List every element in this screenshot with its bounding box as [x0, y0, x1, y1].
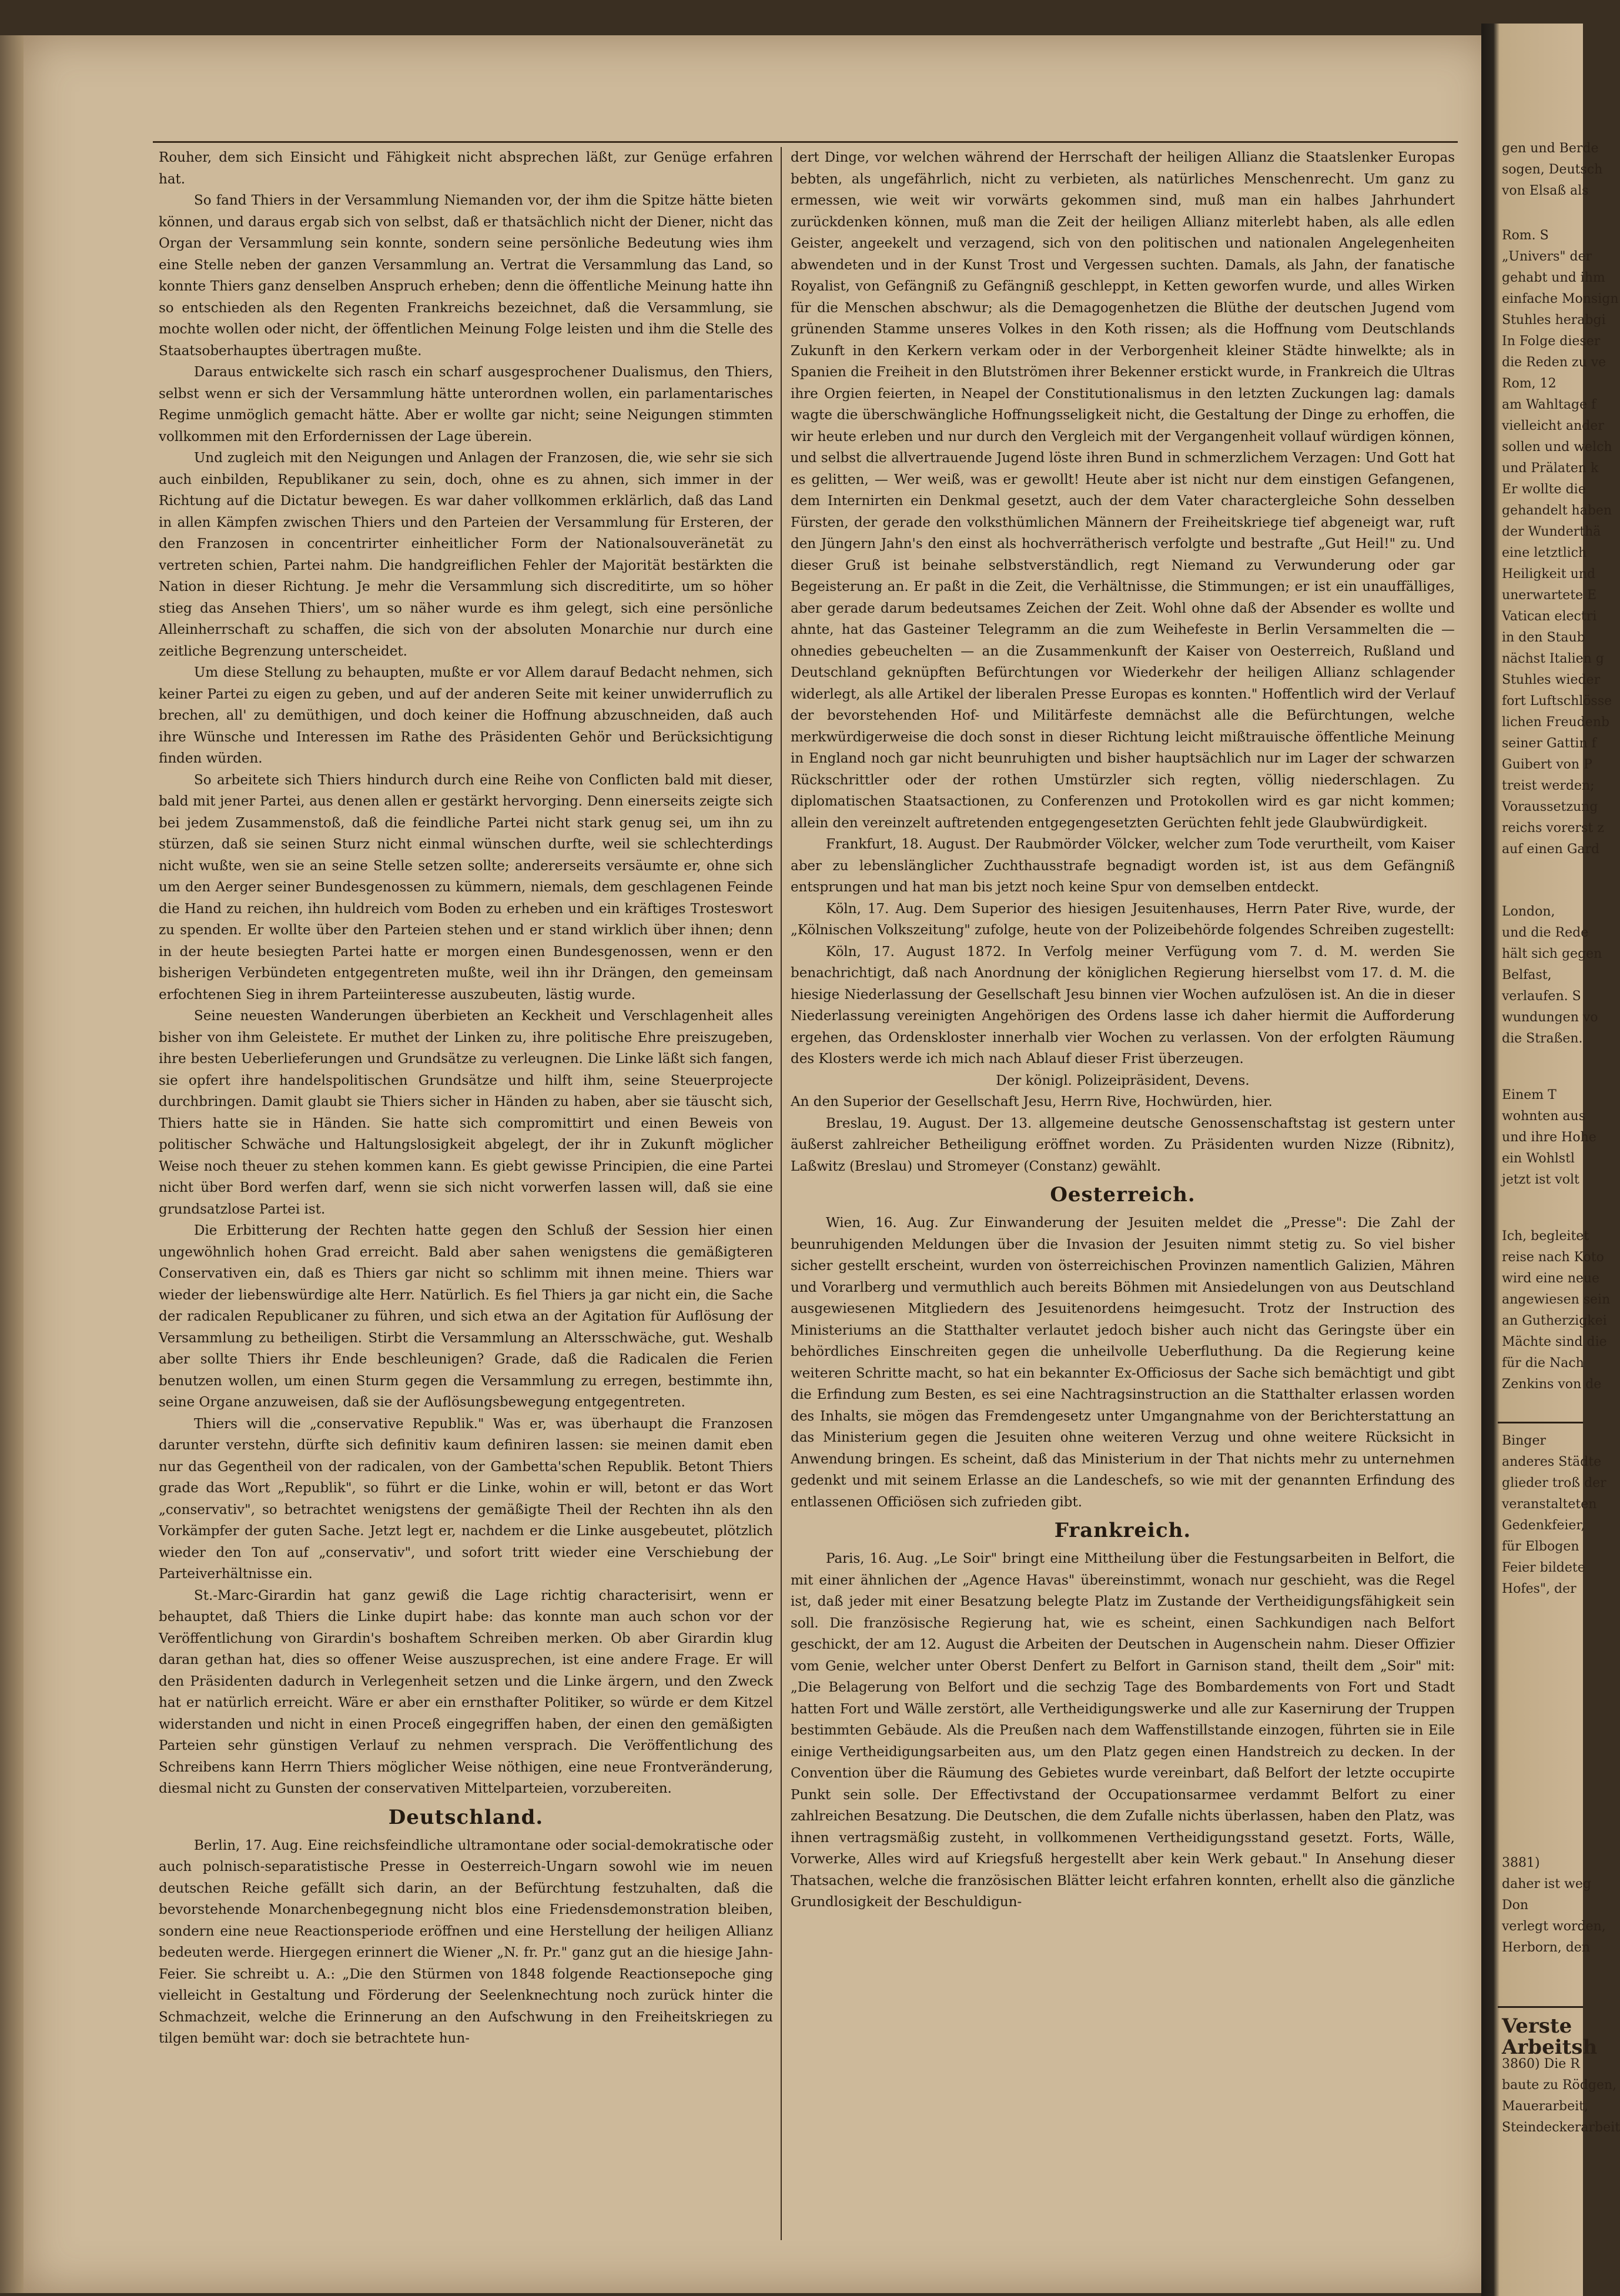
next-page-line: jetzt ist volt — [1502, 1172, 1579, 1187]
paragraph: Seine neuesten Wanderungen überbieten an Keckheit und Verschlagenheit alles bisher von ihm Geleistete. Er muthet der Linken zu, ihre politische Ehre preiszugeben, ihre besten Ueberlieferungen und Grundsätze zu verleugnen. Die Linke läßt sich fangen, sie opfert ihre handelspolitischen Grundsätze und hilft ihm, seine Steuerprojecte durchbringen. Damit glaubt sie Thiers sicher in Händen zu haben, aber sie täuscht sich, Thiers hatte sie in Händen. Sie hatte sich compromittirt und einen Beweis von politischer Schwäche und Haltungslosigkeit abgelegt, der ihr in Zukunft möglicher Weise noch theuer zu stehen kommen kann. Es giebt gewisse Principien, die eine Partei nicht über Bord werfen darf, wenn sie sich nicht vorwerfen lassen will, daß sie eine grundsatzlose Partei ist. — [159, 1008, 773, 1217]
next-page-line: daher ist weg — [1502, 1877, 1591, 1891]
next-page-line: Binger — [1502, 1433, 1546, 1448]
section-heading-deutschland: Deutschland. — [388, 1805, 544, 1829]
next-page-line: Einem T — [1502, 1088, 1557, 1102]
next-page-rule — [1498, 1422, 1583, 1423]
next-page-line: anderes Städte — [1502, 1455, 1602, 1469]
paragraph: Rouher, dem sich Einsicht und Fähigkeit nicht absprechen läßt, zur Genüge erfahren hat. — [159, 150, 773, 187]
section-heading-oesterreich: Oesterreich. — [1050, 1183, 1196, 1207]
paragraph: Um diese Stellung zu behaupten, mußte er vor Allem darauf Bedacht nehmen, sich keiner Partei zu eigen zu geben, und auf der anderen Seite mit keiner unwiderruflich zu brechen, all' zu demüthigen, und doch keiner die Hoffnung abzuschneiden, daß auch ihre Wünsche und Interessen im Rathe des Präsidenten Gehör und Berücksichtigung finden würden. — [159, 665, 773, 766]
left-column — [159, 147, 773, 2240]
next-page-line: die Straßen. — [1502, 1031, 1583, 1046]
top-rule — [153, 141, 1458, 143]
column-divider — [781, 147, 782, 2240]
next-page-line: Belfast, — [1502, 968, 1552, 982]
next-page-line: einfache Monsign — [1502, 292, 1619, 306]
next-page-line: sollen und welch — [1502, 440, 1612, 454]
next-page-line: und ihre Hohe — [1502, 1130, 1596, 1145]
next-page-line: von Elsaß als — [1502, 183, 1589, 198]
next-page-line: Mächte sind die — [1502, 1335, 1607, 1349]
next-page-line: Don — [1502, 1898, 1529, 1913]
next-page-line: gen und Berde — [1502, 141, 1599, 156]
next-page-line: auf einen Gard — [1502, 842, 1600, 857]
paragraph: Berlin, 17. Aug. Eine reichsfeindliche ultramontane oder social-demokratische oder auch polnisch-separatistische Presse in Oesterreich-Ungarn sowohl wie im neuen deutschen Reiche gefällt sich darin, an der Befürchtung festzuhalten, daß die bevorstehende Monarchenbegegnung nicht blos eine Friedensdemonstration bleiben, sondern eine neue Reactionsperiode eröffnen und eine Herstellung der heiligen Allianz bedeuten werde. Hiergegen erinnert die Wiener „N. fr. Pr." ganz gut an die hiesige Jahn-Feier. Sie schreibt u. A.: „Die den Stürmen von 1848 folgende Reactionsepoche ging vielleicht in Gestaltung und Förderung der Seelenknechtung noch zurück hinter die Schmachzeit, welche die Erinnerung an den Aufschwung in den Freiheitskriegen zu tilgen bemüht war: doch sie betrachtete hun- — [159, 1837, 773, 2046]
next-page-line: reise nach Koto — [1502, 1250, 1604, 1265]
next-page-line: verlegt worden, — [1502, 1919, 1606, 1934]
next-page-line: Vatican electri — [1502, 609, 1597, 624]
next-page-line: und Prälaten k — [1502, 461, 1599, 476]
next-page-line: Gedenkfeier, — [1502, 1518, 1585, 1533]
section-heading-frankreich: Frankreich. — [1054, 1519, 1191, 1542]
paragraph: dert Dinge, vor welchen während der Herrschaft der heiligen Allianz die Staatslenker Europas bebten, als ungefährlich, nicht zu verbieten, als natürliches Menschenrecht. Um ganz zu ermessen, wie weit wir vorwärts gekommen sind, muß man ein halbes Jahrhundert zurückdenken können, muß man die Zeit der heiligen Allianz miterlebt haben, als alle edlen Geister, angeekelt und verzagend, sich von den politischen und nationalen Angelegenheiten abwendeten und in der Kunst Trost und Vergessen suchten. Damals, als Jahn, der fanatische Royalist, von Gefängniß zu Gefängniß geschleppt, in Ketten geworfen wurde, und alles Wirken für die Menschen abschwur; als die Demagogenhetzen die Blüthe der deutschen Jugend vom grünenden Stamme unseres Volkes in den Koth rissen; als die Hoffnung vom Deutschlands Zukunft in den Kerkern verkam oder in der Verborgenheit kleiner Städte hinwelkte; als in Spanien die Freiheit in den Blutströmen ihrer Bekenner erstickt wurde, in Frankreich die Ultras ihre Orgien feierten, in Neapel der Constitutionalismus in den letzten Zuckungen lag: damals wagte die überschwängliche Hoffnungsseligkeit nicht, die Gestaltung der Dinge zu erhoffen, die wir heute erleben und nur durch den Vergleich mit der Vergangenheit vollauf würdigen können, und selbst die allvertrauende Jugend löste ihren Bund in schmerzlichem Verzagen: Und Gott hat es gelitten, — Wer weiß, was er gewollt! Heute aber ist nicht nur dem einstigen Gefangenen, dem Internirten ein Denkmal gesetzt, auch der dem Vater characterglеiche Sohn desselben Fürsten, der gerade den volksthümlichen Männern der Freiheitskriege tief abgeneigt war, ruft den Jüngern Jahn's den einst als hochverrätherisch verfolgte und bestrafte „Gut Heil!" zu. Und dieser Gruß ist beinahe selbstverständlich, regt Niemand zu Verwunderung oder gar Begeisterung an. Er paßt in die Zeit, die Verhältnisse, die Stimmungen; er ist ein unauffälliges, aber gerade darum bedeutsames Zeichen der Zeit. Wohl ohne daß der Absender es wollte und ahnte, hat das Gasteiner Telegramm an die zum Weihefeste in Berlin Versammelten die — ohnedies gebeuchelten — an die Zusammenkunft der Kaiser von Oesterreich, Rußland und Deutschland geknüpften Befürchtungen vor Wiederkehr der heiligen Allianz schlagender widerlegt, als alle Artikel der liberalen Presse Europas es konnten." Hoffentlich wird der Verlauf der bevorstehenden Hof- und Militärfeste demnächst alle die Befürchtungen, welche merkwürdigerweise die doch sonst in dieser Richtung leicht mißtrauische öffentliche Meinung in England noch gar nicht beunruhigten und bisher hauptsächlich nur im Lager der schwarzen Rückschrittler oder der rothen Umstürzler sich regten, völlig niederschlagen. Zu diplomatischen Staatsactionen, zu Conferenzen und Protokollen wird es gar nicht kommen; allein den vereinzelt auftretenden entgegengesetzten Gerüchten fehlt jede Glaubwürdigkeit. — [791, 150, 1455, 831]
next-page-line: reichs vorerst z — [1502, 821, 1604, 835]
next-page-line: Stuhles wieder — [1502, 673, 1601, 687]
next-page-line: Hofes", der — [1502, 1582, 1577, 1596]
next-page-line: verlaufen. S — [1502, 989, 1581, 1004]
next-page-rule — [1498, 2006, 1583, 2008]
next-page-line: Voraussetzung — [1502, 800, 1598, 814]
next-page-line: hält sich gegen — [1502, 947, 1602, 961]
next-page-line: wohnten aus — [1502, 1109, 1586, 1124]
next-page-line: baute zu Rödgen, — [1502, 2078, 1617, 2093]
next-page-line: unerwartete E — [1502, 588, 1597, 603]
right-column — [791, 147, 1455, 2240]
next-page-line: Er wollte die — [1502, 482, 1586, 497]
next-page-line: fort Luftschlösse — [1502, 694, 1612, 708]
next-page-line: angewiesen sein — [1502, 1292, 1611, 1307]
paragraph: Köln, 17. Aug. Dem Superior des hiesigen Jesuitenhauses, Herrn Pater Rive, wurde, der „Kölnischen Volkszeitung" zufolge, heute von der Polizeibehörde folgendes Schreiben zugestellt: — [791, 901, 1455, 938]
paragraph: Die Erbitterung der Rechten hatte gegen den Schluß der Session hier einen ungewöhnlich hohen Grad erreicht. Bald aber sahen wenigstens die gemäßigteren Conservativen ein, daß es Thiers gar nicht so schlimm mit ihnen meine. Thiers war wieder der liebenswürdige alte Herr. Natürlich. Es fiel Thiers ja gar nicht ein, die Sache der radicalen Republicaner zu führen, und sich etwa an der Agitation für Auflösung der Versammlung zu betheiligen. Stirbt die Versammlung an Altersschwäche, gut. Weshalb aber sollte Thiers ihr Ende beschleunigen? Grade, daß die Radicalen die Ferien benutzen wollen, um einen Sturm gegen die Versammlung zu erregen, bestimmte ihn, seine Organe anzuweisen, daß sie der Auflösungsbewegung entgegentreten. — [159, 1223, 773, 1410]
next-page-line: Stuhles herabgi — [1502, 313, 1606, 327]
next-page-line: am Wahltage f — [1502, 397, 1596, 412]
next-page-line: Rom, 12 — [1502, 376, 1557, 391]
next-page-line: nächst Italien g — [1502, 651, 1604, 666]
next-page-line: Arbeitsh — [1502, 2036, 1598, 2059]
next-page-line: Verste — [1502, 2014, 1572, 2038]
next-page-line: vielleicht ander — [1502, 419, 1604, 433]
next-page-line: sogen, Deutsch — [1502, 162, 1603, 177]
next-page-line: wundungen vo — [1502, 1010, 1598, 1025]
next-page-line: In Folge dieser — [1502, 334, 1601, 349]
next-page-line: Heiligkeit und — [1502, 567, 1596, 581]
signature-line: Der königl. Polizeipräsident, Devens. — [996, 1072, 1250, 1088]
next-page-line: „Univers" der — [1502, 249, 1592, 264]
paragraph: Frankfurt, 18. August. Der Raubmörder Völcker, welcher zum Tode verurtheilt, vom Kaiser aber zu lebenslänglicher Zuchthausstrafe begnadigt worden ist, ist aus dem Gefängniß entsprungen und hat man bis jetzt noch keine Spur von demselben entdeckt. — [791, 837, 1455, 895]
next-page-line: Zenkins von de — [1502, 1377, 1602, 1392]
next-page-line: und die Rede — [1502, 925, 1589, 940]
next-page-line: Rom. S — [1502, 228, 1549, 243]
next-page-line: für Elbogen — [1502, 1539, 1579, 1554]
next-page-line: 3881) — [1502, 1856, 1540, 1870]
next-page-line: veranstalteten — [1502, 1497, 1597, 1512]
next-page-line: ein Wohlstl — [1502, 1151, 1575, 1166]
next-page-line: wird eine neue — [1502, 1271, 1600, 1286]
next-page-line: seiner Gattin f — [1502, 736, 1596, 751]
next-page-line: Steindeckerarbeit — [1502, 2120, 1620, 2135]
next-page-line: treist werden; — [1502, 778, 1595, 793]
paragraph: Paris, 16. Aug. „Le Soir" bringt eine Mittheilung über die Festungsarbeiten in Belfort, die mit einer ähnlichen der „Agence Havas" übereinstimmt, wonach nur geschieht, was die Regel ist, daß jeder mit einer Besatzung belegte Platz im Zustande der Vertheidigungsfähigkeit sein soll. Die französische Regierung hat, wie es scheint, einen Sachkundigen nach Belfort geschickt, der am 12. August die Arbeiten der Deutschen in Augenschein nahm. Dieser Offizier vom Genie, welcher unter Oberst Denfert zu Belfort in Garnison stand, theilt dem „Soir" mit: „Die Belagerung von Belfort und die sechzig Tage des Bombardements von Fort und Stadt hatten Fort und Wälle zerstört, alle Vertheidigungswerke und alle zur Kasernirung der Truppen bestimmten Gebäude. Als die Preußen nach dem Waffenstillstande einzogen, führten sie in Eile einige Vertheidigungsarbeiten aus, um den Platz gegen einen Handstreich zu decken. In der Convention über die Räumung des Gebietes wurde vereinbart, daß Belfort der letzte occupirte Punkt sein solle. Der Effectivstand der Occupationsarmee verdammt Belfort zu einer zahlreichen Besatzung. Die Deutschen, die dem Zufalle nichts überlassen, haben den Platz, was ihnen vertragsmäßig zusteht, in vollkommenen Vertheidigungsstand gesetzt. Forts, Wälle, Vorwerke, Alles wird auf Kriegsfuß hergestellt aber kein Werk gebaut." In Ansehung dieser Thatsachen, welche die französischen Blätter leicht erfahren konnten, erhellt also die gänzliche Grundlosigkeit der Beschuldigun- — [791, 1551, 1455, 1910]
paragraph: Und zugleich mit den Neigungen und Anlagen der Franzosen, die, wie sehr sie sich auch einbilden, Republikaner zu sein, doch, ohne es zu ahnen, sich immer in der Richtung auf die Dictatur bewegen. Es war daher vollkommen erklärlich, daß das Land in allen Kämpfen zwischen Thiers und den Parteien der Versammlung für Ersteren, der den Franzosen in concentrirter einheitlicher Form der Nationalsouveränetät zu vertreten schien, Partei nahm. Die handgreiflichen Fehler der Majorität bestärkten die Nation in dieser Richtung. Je mehr die Versammlung sich discreditirte, um so höher stieg das Ansehen Thiers', um so näher wurde es ihm gelegt, sich eine persönliche Alleinherrschaft zu schaffen, die sich von der absoluten Monarchie nur durch eine zeitliche Begrenzung unterscheidet. — [159, 450, 773, 659]
next-page-line: 3860) Die R — [1502, 2057, 1580, 2071]
next-page-line: Herborn, den — [1502, 1940, 1590, 1955]
next-page-line: in den Staub — [1502, 630, 1585, 645]
paragraph: Daraus entwickelte sich rasch ein scharf ausgesprochener Dualismus, den Thiers, selbst wenn er sich der Versammlung hätte unterordnen wollen, ein parlamentarisches Regime unmöglich gemacht hätte. Aber er wollte gar nicht; seine Neigungen stimmten vollkommen mit den Erfordernissen der Lage überein. — [159, 365, 773, 445]
next-page-line: London, — [1502, 904, 1555, 919]
paragraph: So fand Thiers in der Versammlung Niemanden vor, der ihm die Spitze hätte bieten können, und daraus ergab sich von selbst, daß er thatsächlich nicht der Diener, nicht das Organ der Versammlung sein konnte, sondern seine persönliche Bedeutung wies ihm eine Stelle neben der ganzen Versammlung an. Vertrat die Versammlung das Land, so konnte Thiers ganz denselben Anspruch erheben; denn die öffentliche Meinung hatte ihn so entschieden als den Regenten Frankreichs bezeichnet, daß die Versammlung, sie mochte wollen oder nicht, der öffentlichen Meinung Folge leisten und ihm die Stelle des Staatsoberhauptes übertragen mußte. — [159, 193, 773, 359]
next-page-line: Mauerarbeit, — [1502, 2099, 1588, 2114]
next-page-line: die Reden zu ve — [1502, 355, 1606, 370]
paragraph: So arbeitete sich Thiers hindurch durch eine Reihe von Conflicten bald mit dieser, bald mit jener Partei, aus denen allen er gestärkt hervorging. Denn einerseits zeigte sich bei jedem Zusammenstoß, daß die feindliche Partei nicht stark genug sei, um ihn zu stürzen, daß sie seinen Sturz nicht einmal wünschen durfte, weil sie schlechterdings nicht wußte, wen sie an seine Stelle setzen sollte; andererseits versäumte er, ohne sich um den Aerger seiner Bundesgenossen zu kümmern, niemals, dem geschlagenen Feinde die Hand zu reichen, ihn huldreich vom Boden zu erheben und ein kräftiges Trosteswort zu spenden. Er wollte über den Parteien stehen und er stand wirklich über ihnen; denn in der heute besiegten Partei hatte er morgen einen Bundesgenossen, wenn er den bisherigen Verbündeten entgegentreten mußte, weil ihn ihr Drängen, den gemeinsam erfochtenen Sieg in ihrem Parteiinteresse auszubeuten, lästig wurde. — [159, 772, 773, 1002]
paragraph: Köln, 17. August 1872. In Verfolg meiner Verfügung vom 7. d. M. werden Sie benachrichtigt, daß nach Anordnung der königlichen Regierung hierselbst vom 17. d. M. die hiesige Niederlassung der Gesellschaft Jesu binnen vier Wochen aufzulösen ist. An die in dieser Niederlassung vereinigten Angehörigen des Ordens lasse ich daher hiermit die Aufforderung ergehen, das Ordenskloster innerhalb vier Wochen zu verlassen. Von der erfolgten Räumung des Klosters werde ich mich nach Ablauf dieser Frist überzeugen. — [791, 944, 1455, 1067]
next-page-line: gehabt und ihm — [1502, 270, 1605, 285]
next-page-line: eine letztlich — [1502, 546, 1587, 560]
next-page-line: Feier bildete — [1502, 1560, 1585, 1575]
next-page-line: gehandelt haben — [1502, 503, 1612, 518]
paragraph: Wien, 16. Aug. Zur Einwanderung der Jesuiten meldet die „Presse": Die Zahl der beunruhigenden Meldungen über die Invasion der Jesuiten nimmt stetig zu. So viel bisher sicher gestellt erscheint, wurden von österreichischen Provinzen namentlich Galizien, Mähren und Vorarlberg und vermuthlich auch bereits Böhmen mit Ansiedelungen von aus Deutschland ausgewiesenen Mitgliedern des Jesuitenordens heimgesucht. Trotz der Instruction des Ministeriums an die Statthalter verlautet jedoch bisher auch nicht das Geringste über ein behördliches Einschreiten gegen die unheilvolle Ueberfluthung. Da die Regierung keine weiteren Schritte macht, so hat ein bekannter Ex-Officiosus der Sache sich bemächtigt und gibt die Erfindung zum Besten, es sei eine Nachtragsinstruction an die Statthalter erlassen worden des Inhalts, sie mögen das Fremdengesetz unter Umgangnahme von der Berichterstattung an das Ministerium gegen die Jesuiten ohne weiteren Verzug und ohne weitere Rücksicht in Anwendung bringen. Es scheint, daß das Ministerium in der That nichts mehr zu unternehmen gedenkt und mit seinem Erlasse an die Landeschefs, so wie mit der genannten Erfindung des entlassenen Officiösen sich zufrieden gibt. — [791, 1215, 1455, 1510]
next-page-line: Guibert von P — [1502, 757, 1592, 772]
next-page-line: für die Nach — [1502, 1356, 1584, 1371]
next-page-line: glieder troß der — [1502, 1476, 1606, 1490]
next-page-line: der Wunderthä — [1502, 524, 1601, 539]
next-page-line: Ich, begleitet — [1502, 1229, 1589, 1244]
paragraph: An den Superior der Gesellschaft Jesu, Herrn Rive, Hochwürden, hier. — [791, 1094, 1273, 1109]
paragraph: St.-Marc-Girardin hat ganz gewiß die Lage richtig characterisirt, wenn er behauptet, daß Thiers die Linke dupirt habe: das konnte man auch schon vor der Veröffentlichung von Girardin's boshaftem Schreiben merken. Ob aber Girardin klug daran gethan hat, dies so offener Weise auszusprechen, ist eine andere Frage. Er will den Präsidenten dadurch in Verlegenheit setzen und die Linke ärgern, und den Zweck hat er natürlich erreicht. Wäre er aber ein ernsthafter Politiker, so würde er dem Kitzel widerstanden und nicht in einen Proceß eingegriffen haben, der einen den gemäßigten Parteien sehr günstigen Verlauf zu nehmen versprach. Die Veröffentlichung des Schreibens kann Herrn Thiers möglicher Weise nöthigen, eine neue Frontveränderung, diesmal nicht zu Gunsten der conservativen Mittelparteien, vorzubereiten. — [159, 1588, 773, 1796]
paragraph: Breslau, 19. August. Der 13. allgemeine deutsche Genossenschaftstag ist gestern unter äußerst zahlreicher Betheiligung eröffnet worden. Zu Präsidenten wurden Nizze (Ribnitz), Laßwitz (Breslau) und Stromeyer (Constanz) gewählt. — [791, 1115, 1455, 1174]
next-page-line: an Gutherzigkei — [1502, 1314, 1607, 1328]
next-page-line: lichen Freudenb — [1502, 715, 1610, 730]
paragraph: Thiers will die „conservative Republik." Was er, was überhaupt die Franzosen darunter verstehn, dürfte sich definitiv kaum definiren lassen: sie meinen damit eben nur das Gegentheil von der radicalen, von der Gambetta'schen Republik. Betont Thiers grade das Wort „Republik", so führt er die Linke, wohin er will, betont er das Wort „conservativ", so betrachtet wenigstens der gemäßigte Theil der Rechten ihn als den Vorkämpfer der guten Sache. Jetzt legt er, nachdem er die Linke ausgebeutet, plötzlich wieder den Ton auf „conservativ", und sofort tritt wieder eine Verschiebung der Parteiverhältnisse ein. — [159, 1416, 773, 1582]
